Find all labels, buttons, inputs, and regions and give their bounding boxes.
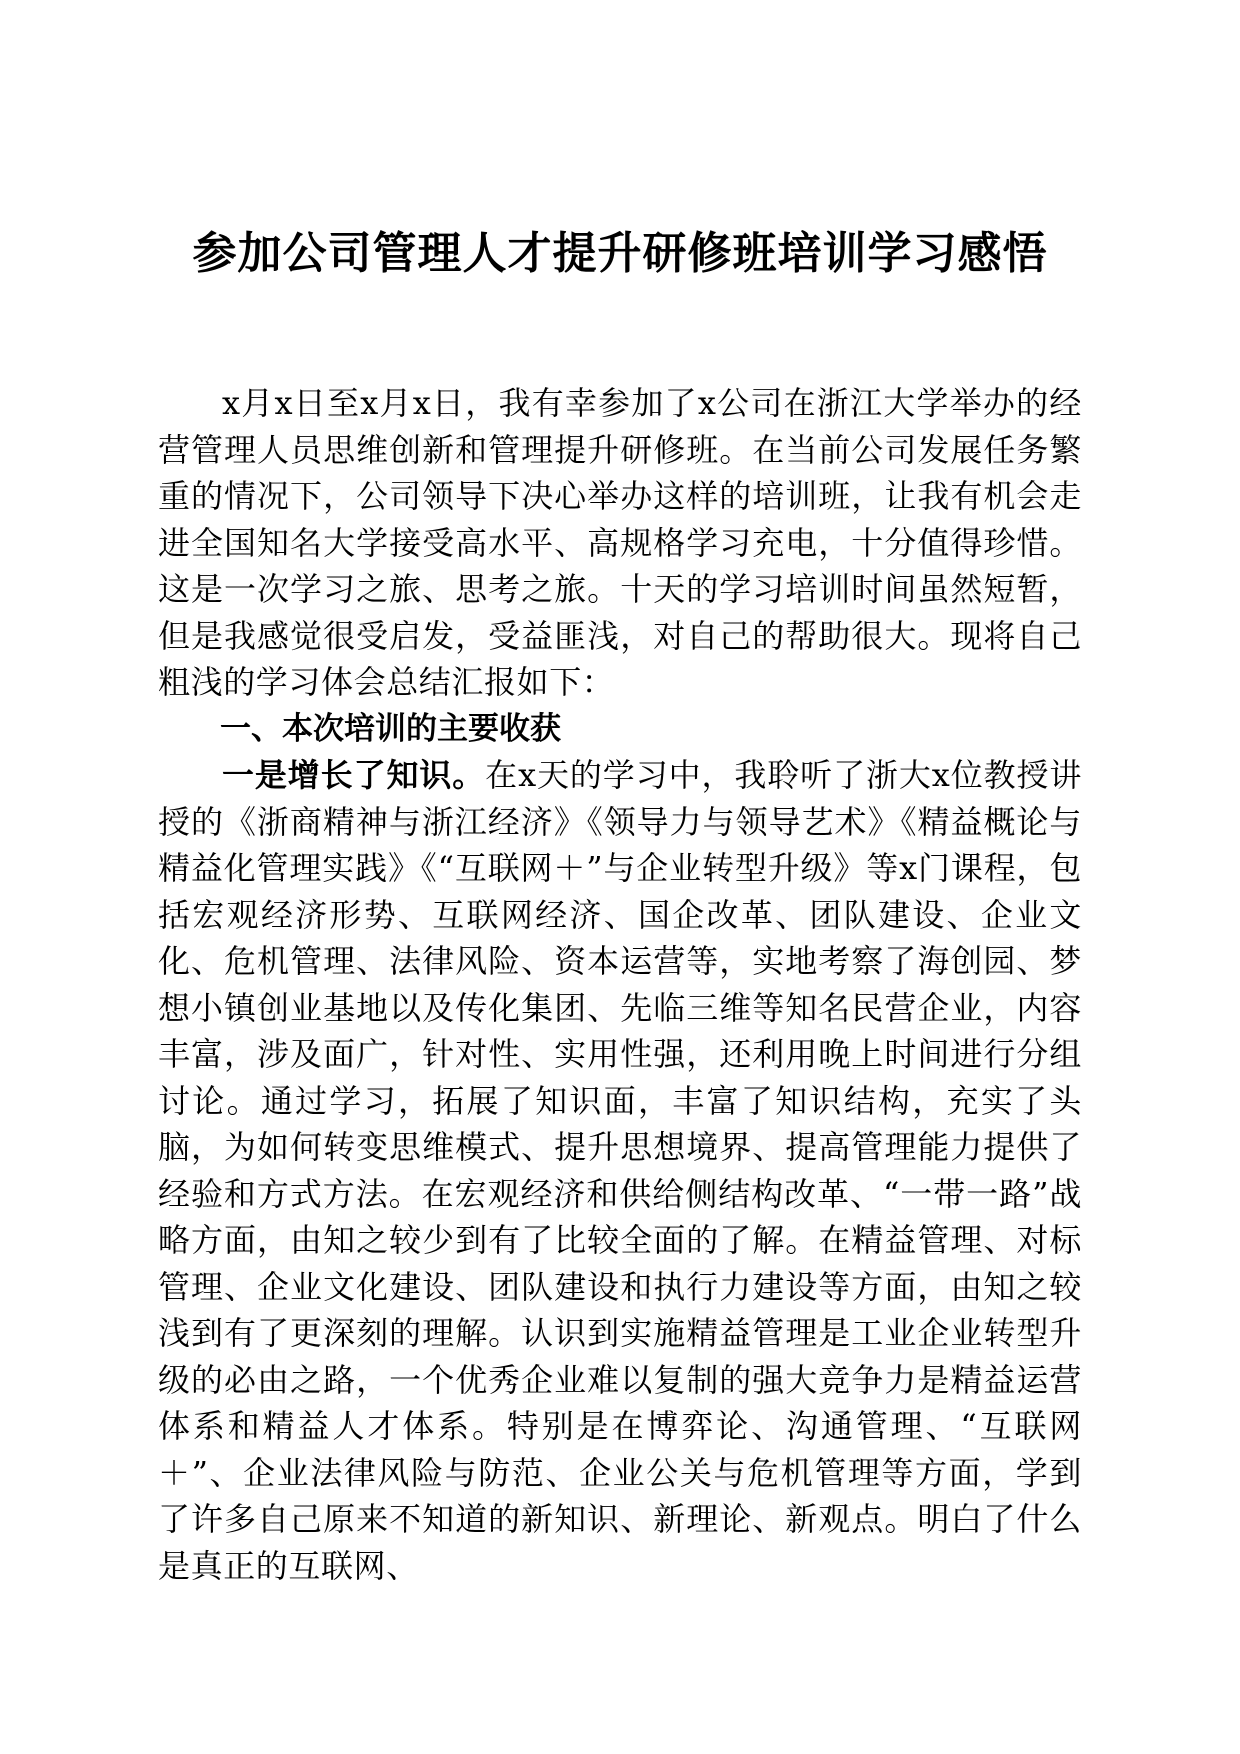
section-heading: 一、本次培训的主要收获 [220, 710, 561, 747]
paragraph-lead: 一是增长了知识。 [222, 756, 486, 794]
knowledge-paragraph [158, 752, 1082, 1589]
intro-paragraph: x月x日至x月x日，我有幸参加了x公司在浙江大学举办的经营管理人员思维创新和管理提升研修班。在当前公司发展任务繁重的情况下，公司领导下决心举办这样的培训班，让我有机会走进全国知名大学接受高水平、高规格学习充电，十分值得珍惜。这是一次学习之旅、思考之旅。十天的学习培训时间虽然短暂，但是我感觉很受启发，受益匪浅，对自己的帮助很大。现将自己粗浅的学习体会总结汇报如下： [158, 384, 1082, 701]
document-body [158, 380, 1082, 1589]
document-title: 参加公司管理人才提升研修班培训学习感悟 [192, 228, 1048, 279]
paragraph-body: 在x天的学习中，我聆听了浙大x位教授讲授的《浙商精神与浙江经济》《领导力与领导艺术》《精益概论与精益化管理实践》《“互联网＋”与企业转型升级》等x门课程，包括宏观经济形势、互联网经济、国企改革、团队建设、企业文化、危机管理、法律风险、资本运营等，实地考察了海创园、梦想小镇创业基地以及传化集团、先临三维等知名民营企业，内容丰富，涉及面广，针对性、实用性强，还利用晚上时间进行分组讨论。通过学习，拓展了知识面，丰富了知识结构，充实了头脑，为如何转变思维模式、提升思想境界、提高管理能力提供了经验和方式方法。在宏观经济和供给侧结构改革、“一带一路”战略方面，由知之较少到有了比较全面的了解。在精益管理、对标管理、企业文化建设、团队建设和执行力建设等方面，由知之较浅到有了更深刻的理解。认识到实施精益管理是工业企业转型升级的必由之路，一个优秀企业难以复制的强大竞争力是精益运营体系和精益人才体系。特别是在博弈论、沟通管理、“互联网＋”、企业法律风险与防范、企业公关与危机管理等方面，学到了许多自己原来不知道的新知识、新理论、新观点。明白了什么是真正的互联网、 [158, 756, 1082, 1585]
